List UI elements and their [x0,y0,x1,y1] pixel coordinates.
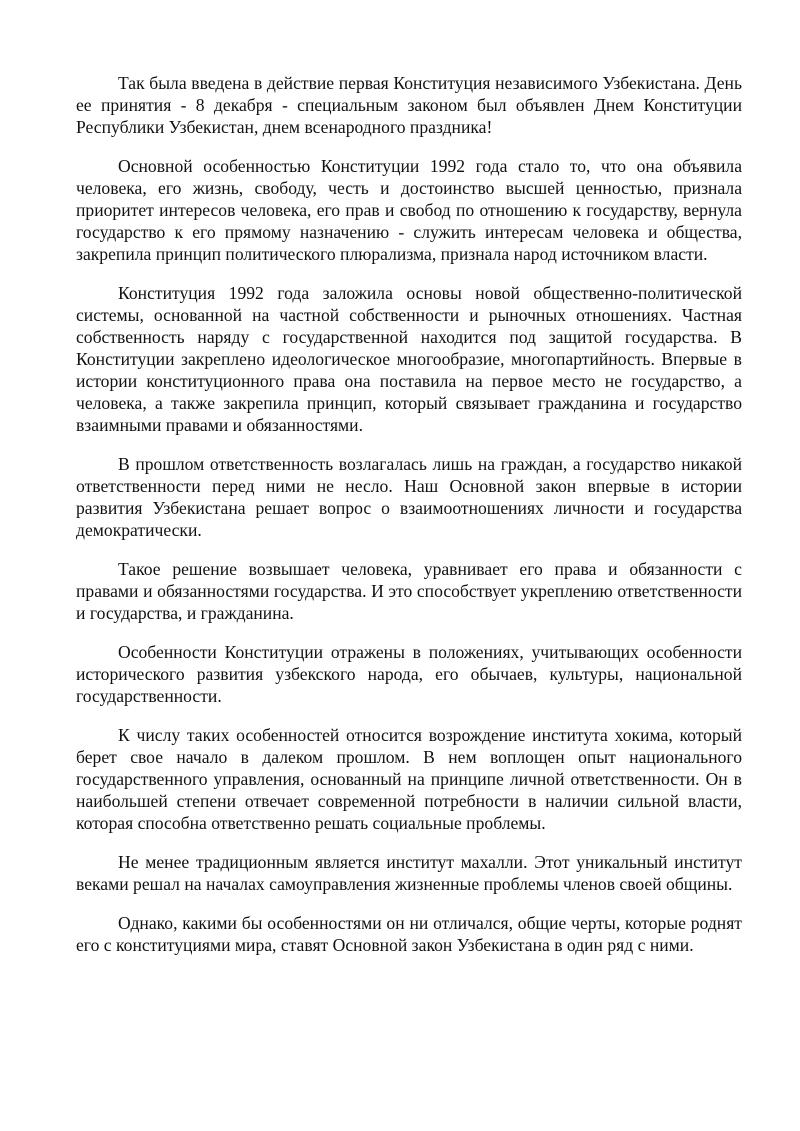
paragraph-9: Однако, какими бы особенностями он ни отличался, общие черты, которые роднят его с конституциями мира, ставят Основной закон Узбекистана в один ряд с ними. [76,913,742,955]
paragraph-2: Основной особенностью Конституции 1992 года стало то, что она объявила человека, его жизнь, свободу, честь и достоинство высшей ценностью, признала приоритет интересов человека, его прав и свобод по отношению к государству, вернула государство к его прямому назначению - служить интересам человека и общества, закрепила принцип политического плюрализма, признала народ источником власти. [76,156,742,264]
paragraph-6: Особенности Конституции отражены в положениях, учитывающих особенности исторического развития узбекского народа, его обычаев, культуры, национальной государственности. [76,642,742,706]
paragraph-7: К числу таких особенностей относится возрождение института хокима, который берет свое начало в далеком прошлом. В нем воплощен опыт национального государственного управления, основанный на принципе личной ответственности. Он в наибольшей степени отвечает современной потребности в наличии сильной власти, которая способна ответственно решать социальные проблемы. [76,725,742,833]
paragraph-4: В прошлом ответственность возлагалась лишь на граждан, а государство никакой ответственности перед ними не несло. Наш Основной закон впервые в истории развития Узбекистана решает вопрос о взаимоотношениях личности и государства демократически. [76,454,742,540]
paragraph-1: Так была введена в действие первая Конституция независимого Узбекистана. День ее принятия - 8 декабря - специальным законом был объявлен Днем Конституции Республики Узбекистан, днем всенародного праздника! [76,73,742,137]
paragraph-8: Не менее традиционным является институт махалли. Этот уникальный институт веками решал на началах самоуправления жизненные проблемы членов своей общины. [76,852,742,894]
paragraph-3: Конституция 1992 года заложила основы новой общественно-политической системы, основанной на частной собственности и рыночных отношениях. Частная собственность наряду с государственной находится под защитой государства. В Конституции закреплено идеологическое многообразие, многопартийность. Впервые в истории конституционного права она поставила на первое место не государство, а человека, а также закрепила принцип, который связывает гражданина и государство взаимными правами и обязанностями. [76,283,742,435]
paragraph-5: Такое решение возвышает человека, уравнивает его права и обязанности с правами и обязанностями государства. И это способствует укреплению ответственности и государства, и гражданина. [76,559,742,623]
document-page [76,72,742,973]
